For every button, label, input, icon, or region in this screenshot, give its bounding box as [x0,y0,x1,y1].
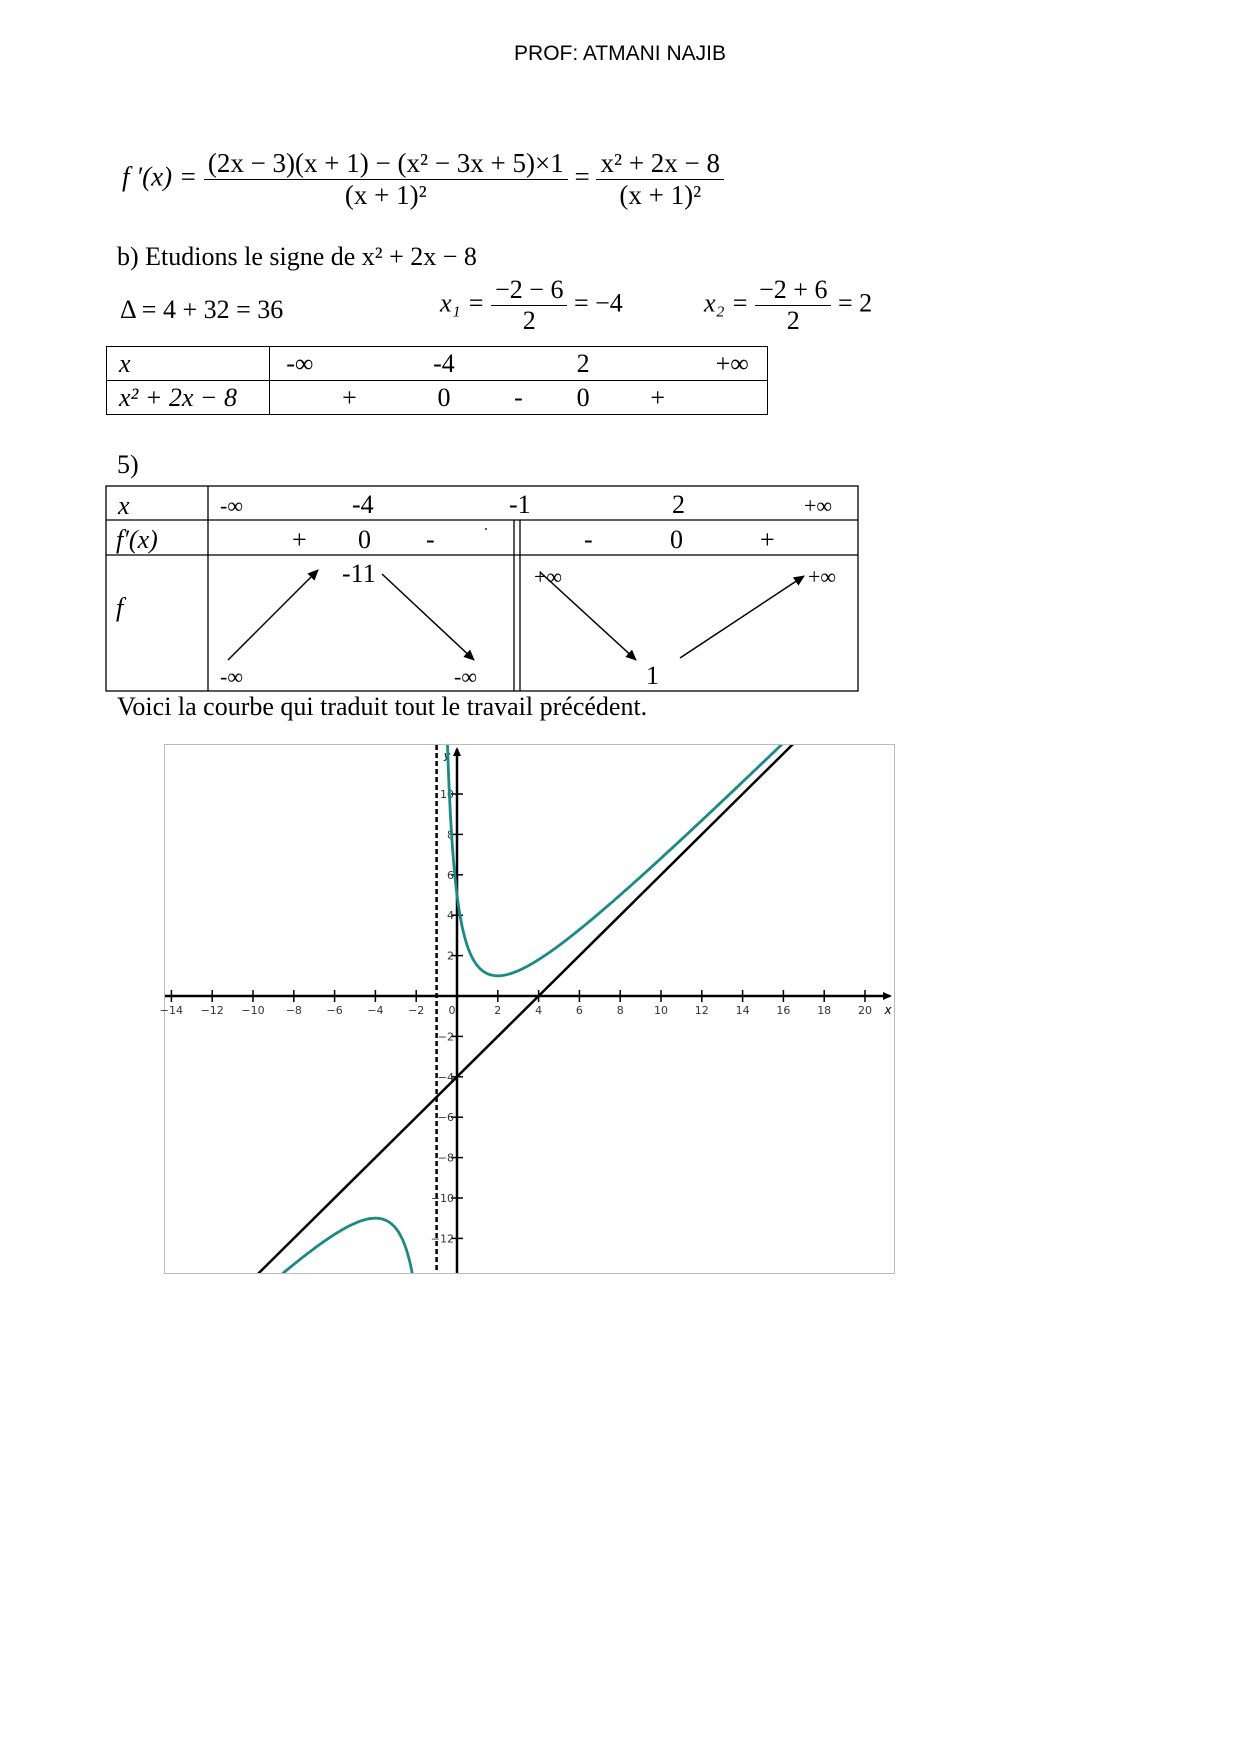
y-tick-label: −8 [437,1151,454,1165]
part-b-heading: b) Etudions le signe de x² + 2x − 8 [117,242,477,271]
x-tick-label: 12 [694,1004,709,1017]
variation-x-value: -∞ [220,493,244,518]
y-tick-label: −4 [437,1070,454,1084]
x-tick-label: −12 [200,1004,224,1017]
variation-table [0,0,1240,720]
x-tick-label: 14 [735,1004,750,1017]
variation-f-value: 1 [646,661,659,690]
sign-x-value: -4 [433,348,455,378]
variation-fp-sign: - [584,525,593,554]
y-tick-label: −12 [430,1232,454,1246]
variation-arrow-up [228,570,318,660]
root-x1-denominator: 2 [522,306,536,335]
x-tick-label: −2 [408,1004,425,1017]
variation-fp-label: f′(x) [116,525,158,554]
root-x2-numerator: −2 + 6 [755,275,831,306]
y-tick-label: 4 [447,909,454,923]
x-tick-label: 0 [448,1004,456,1017]
derivative-numerator-2: x² + 2x − 8 [596,148,724,180]
x-tick-label: −8 [285,1004,302,1017]
y-tick-label: −6 [437,1111,454,1125]
sign-value: - [514,382,523,412]
variation-arrow-down [382,574,474,660]
y-tick-label: −10 [430,1192,454,1205]
derivative-lhs: f ′(x) = [122,161,198,192]
variation-x-value: 2 [672,490,685,519]
variation-x-value: -1 [509,490,531,519]
variation-f-value: -11 [342,559,376,588]
variation-x-value: -4 [352,490,374,519]
y-tick-label: 2 [447,949,454,963]
page-header: PROF: ATMANI NAJIB [514,42,726,65]
variation-fp-sign: + [760,525,775,554]
x-tick-label: −6 [326,1004,343,1017]
derivative-equals: = [574,161,590,192]
y-axis-arrow [453,747,461,756]
x-axis-label: x [884,1003,892,1017]
variation-x-label: x [118,491,130,520]
graph-caption: Voici la courbe qui traduit tout le travail précédent. [117,692,648,721]
variation-f-value: -∞ [454,664,478,689]
derivative-denominator-2: (x + 1)² [619,180,702,210]
variation-x-value: +∞ [804,493,833,518]
root-x1-numerator: −2 − 6 [491,275,567,306]
root-x1-lhs: x₁ = [440,288,485,318]
variation-f-label: f [116,593,124,622]
root-x2-lhs: x₂ = [704,288,749,318]
delta-formula: Δ = 4 + 32 = 36 [120,295,284,324]
derivative-numerator-1: (2x − 3)(x + 1) − (x² − 3x + 5)×1 [204,148,568,180]
root-x2-denominator: 2 [786,306,800,335]
sign-table-poly-label: x² + 2x − 8 [107,381,270,415]
y-axis-label: y [443,749,451,762]
root-x1-value: = −4 [573,288,623,318]
x-tick-label: 10 [654,1004,668,1017]
x-tick-label: 8 [616,1004,624,1017]
x-tick-label: −4 [367,1004,384,1017]
x-tick-label: −10 [241,1004,265,1017]
variation-arrow-up [680,576,804,658]
variation-f-value: -∞ [220,664,244,689]
x-tick-label: 20 [858,1004,872,1017]
y-tick-label: −2 [437,1030,454,1044]
y-tick-label: 8 [447,828,454,842]
x-tick-label: 16 [776,1004,791,1017]
variation-fp-sign: 0 [358,525,371,554]
derivative-denominator-1: (x + 1)² [344,180,427,210]
sign-x-value: 2 [576,348,590,378]
variation-arrow-down [540,572,636,660]
sign-value: + [342,382,357,412]
x-axis-arrow [883,992,892,1000]
x-tick-label: 2 [494,1004,502,1017]
x-tick-label: 6 [575,1004,583,1017]
sign-x-value: +∞ [715,348,749,378]
sign-value: 0 [437,382,451,412]
variation-f-value: +∞ [808,564,837,589]
root-x2-value: = 2 [837,288,873,318]
part-5-label: 5) [117,450,139,479]
variation-fp-sign: 0 [670,525,683,554]
variation-fp-sign: - [426,525,435,554]
x-tick-label: 18 [817,1004,832,1017]
curve-left-branch [171,1218,435,1473]
function-graph [159,744,895,1274]
x-tick-label: −14 [159,1004,184,1017]
sign-value: + [650,382,665,412]
variation-f-value: +∞ [534,564,563,589]
y-tick-label: 6 [447,868,454,882]
sign-x-value: -∞ [286,348,314,378]
sign-table-x-label: x [107,347,270,381]
sign-value: 0 [576,382,590,412]
x-tick-label: 4 [535,1004,543,1017]
graph-canvas [159,745,894,1273]
y-tick-label: 10 [440,788,454,801]
variation-fp-sign: + [292,525,307,554]
